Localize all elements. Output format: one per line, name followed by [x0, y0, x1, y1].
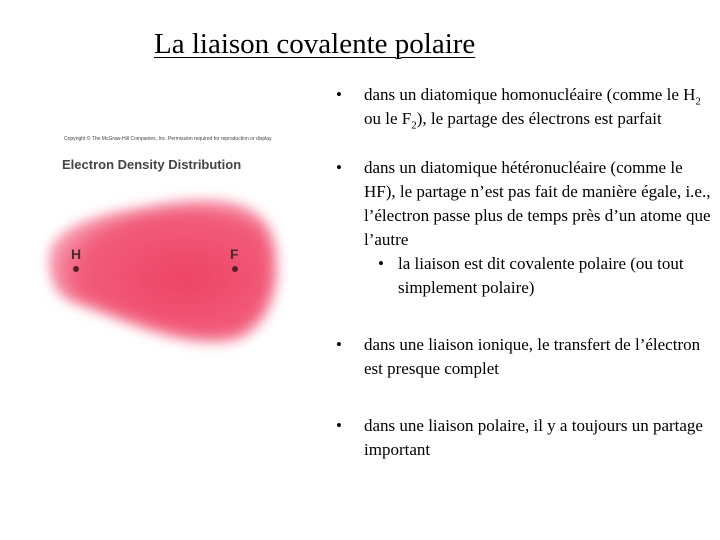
bullet-marker: •: [336, 416, 342, 435]
bullet-marker: •: [336, 158, 342, 177]
sub-bullet-text: la liaison est dit covalente polaire (ou tout simplement polaire): [398, 254, 684, 297]
figure-title: Electron Density Distribution: [62, 157, 242, 172]
atom-label-h: H: [71, 246, 82, 262]
atom-label-f: F: [230, 246, 239, 262]
bullet-text: dans une liaison ionique, le transfert de l’électron est presque complet: [364, 335, 701, 378]
sub-bullet-item-polar: [336, 252, 712, 300]
bullet-text: dans un diatomique hétéronucléaire (comme le HF), le partage n’est pas fait de manière égale, i.e., l’électron passe plus de temps près d’un atome que l’autre: [364, 158, 711, 249]
bullet-item-heteronuclear: [336, 156, 712, 252]
bullet-list: [336, 83, 712, 462]
bullet-text: dans une liaison polaire, il y a toujours un partage important: [364, 416, 703, 459]
bullet-marker: •: [336, 85, 342, 104]
atom-dot-h: [73, 266, 79, 272]
bullet-item-homonuclear: [336, 83, 712, 131]
atom-dot-f: [232, 266, 238, 272]
bullet-text: dans un diatomique homonucléaire (comme le $H_2$ ou le $F_2$), le partage des électrons est parfait: [364, 85, 701, 132]
figure-copyright: Copyright © The McGraw-Hill Companies, Inc. Permission required for reproduction or display.: [64, 136, 273, 142]
electron-cloud: [30, 130, 290, 360]
electron-density-figure: [30, 130, 290, 360]
bullet-item-ionic: [336, 333, 712, 381]
bullet-item-polar-sharing: [336, 414, 712, 462]
slide-title: La liaison covalente polaire: [154, 28, 476, 60]
bullet-marker: •: [336, 335, 342, 354]
bullet-marker: •: [378, 254, 384, 273]
